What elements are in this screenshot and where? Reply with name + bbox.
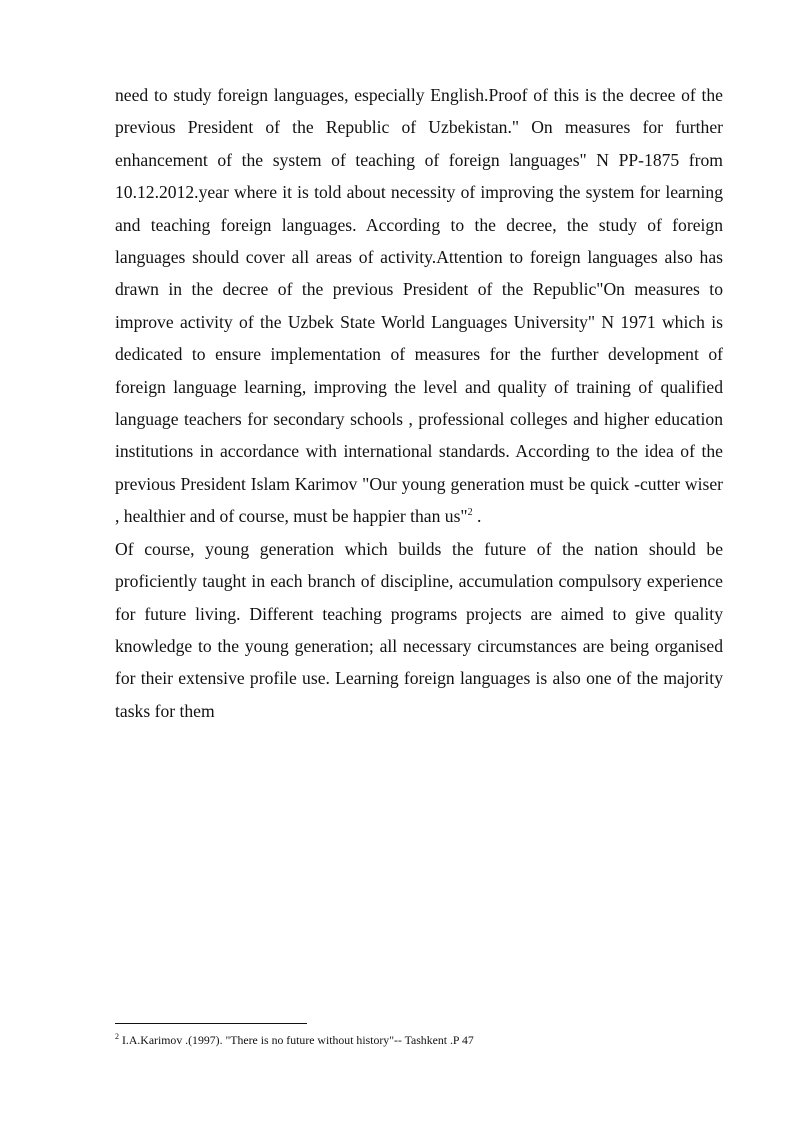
paragraph-1-tail: . xyxy=(472,506,482,527)
footnote-separator xyxy=(115,1023,307,1024)
footnote xyxy=(115,1032,735,1048)
footnote-reference[interactable]: 2 xyxy=(467,507,473,519)
paragraph-1 xyxy=(115,79,723,533)
paragraph-1-text: need to study foreign languages, especially English.Proof of this is the decree of the previous President of the Republic of Uzbekistan." On measures for further enhancement of the system of teaching of foreign languages" N PP-1875 from 10.12.2012.year where it is told about necessity of improving the system for learning and teaching foreign languages. According to the decree, the study of foreign languages should cover all areas of activity.Attention to foreign languages also has drawn in the decree of the previous President of the Republic"On measures to improve activity of the Uzbek State World Languages University" N 1971 which is dedicated to ensure implementation of measures for the further development of foreign language learning, improving the level and quality of training of qualified language teachers for secondary schools , professional colleges and higher education institutions in accordance with international standards. According to the idea of the previous President Islam Karimov "Our young generation must be quick -cutter wiser , healthier and of course, must be happier than us" xyxy=(115,85,723,527)
footnote-text: I.A.Karimov .(1997). "There is no future without history"-- Tashkent .P 47 xyxy=(119,1033,474,1047)
footnote-number: 2 xyxy=(115,1032,119,1042)
paragraph-2: Of course, young generation which builds the future of the nation should be proficiently taught in each branch of discipline, accumulation compulsory experience for future living. Different teaching programs projects are aimed to give quality knowledge to the young generation; all necessary circumstances are being organised for their extensive profile use. Learning foreign languages is also one of the majority tasks for them xyxy=(115,538,723,721)
body-text xyxy=(115,79,723,727)
